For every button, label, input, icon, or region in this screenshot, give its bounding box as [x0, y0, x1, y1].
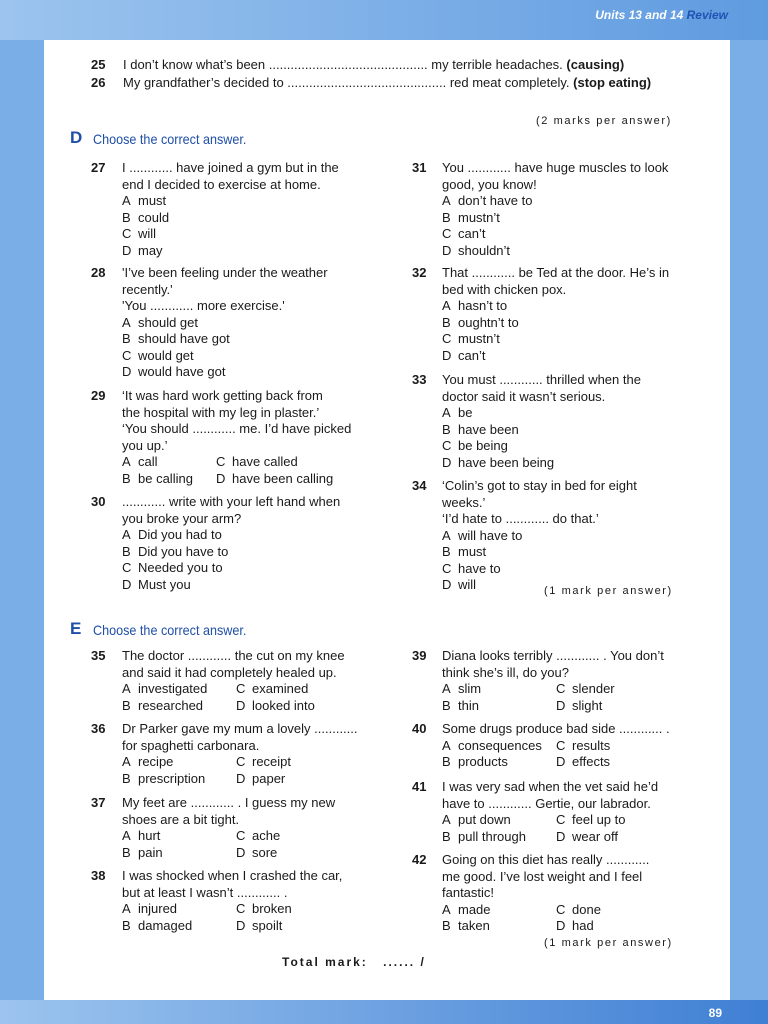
option-a[interactable]: A made [442, 901, 491, 917]
option-d[interactable]: D had [556, 918, 594, 933]
option-c[interactable]: C will [122, 226, 157, 241]
question-number: 38 [91, 868, 106, 883]
option-c[interactable]: C examined [236, 681, 309, 696]
option-d[interactable]: D have been being [442, 454, 555, 470]
option-b[interactable]: B Did you have to [122, 543, 229, 559]
option-c[interactable]: C results [556, 737, 611, 753]
total-mark-blank[interactable]: ...... / [383, 955, 426, 969]
option-d[interactable]: D sore [236, 844, 278, 860]
option-d[interactable]: D slight [556, 697, 603, 713]
option-a[interactable]: A Did you had to [122, 527, 222, 542]
marks-note: (2 marks per answer) [536, 115, 672, 127]
option-b[interactable]: B have been [442, 421, 519, 437]
option-b[interactable]: B oughtn’t to [442, 314, 519, 330]
word-hint: (causing) [566, 57, 625, 72]
question-35: The doctor ............ the cut on my knee and said it had completely healed up. A investigated C examined B researched D looked into [122, 648, 350, 714]
option-a[interactable]: A injured [122, 901, 178, 916]
option-b[interactable]: B could [122, 209, 170, 225]
option-a[interactable]: A slim [442, 681, 482, 696]
marks-note: (1 mark per answer) [544, 585, 673, 597]
question-28: 'I’ve been feeling under the weather recently.' 'You ............ more exercise.' A should get B should have got C would get D would have got [122, 265, 328, 379]
option-b[interactable]: B must [442, 544, 487, 559]
option-d[interactable]: D can’t [442, 347, 486, 363]
option-c[interactable]: C can’t [442, 226, 486, 241]
section-d-title: Choose the correct answer. [93, 131, 247, 147]
question-number: 27 [91, 160, 106, 175]
option-a[interactable]: A call [122, 454, 158, 469]
option-c[interactable]: C slender [556, 681, 615, 696]
question-number: 39 [412, 648, 427, 663]
option-c[interactable]: C ache [236, 828, 281, 843]
question-number: 30 [91, 494, 106, 509]
option-b[interactable]: B pull through [442, 828, 526, 844]
total-mark [282, 955, 426, 969]
option-b[interactable]: B mustn’t [442, 209, 500, 225]
question-38: I was shocked when I crashed the car, but at least I wasn’t ............ . A injured C broken B damaged D spoilt [122, 868, 350, 934]
option-a[interactable]: A hasn’t to [442, 298, 508, 313]
question-number: 29 [91, 388, 106, 403]
question-number: 25 [91, 57, 106, 72]
option-d[interactable]: D spoilt [236, 917, 283, 933]
option-c[interactable]: C have called [216, 454, 298, 469]
option-c[interactable]: C done [556, 901, 601, 917]
header-units: Units 13 and 14 [595, 8, 684, 22]
option-a[interactable]: A be [442, 405, 473, 420]
option-b[interactable]: B taken [442, 918, 490, 933]
question-25: I don’t know what’s been ............................................ my terrible headaches. (causing) [123, 57, 625, 72]
option-b[interactable]: B damaged [122, 917, 193, 933]
question-40: Some drugs produce bad side ............ . A consequences C results B products D effects [442, 721, 670, 769]
option-d[interactable]: D shouldn’t [442, 242, 511, 258]
question-36: Dr Parker gave my mum a lovely ............ for spaghetti carbonara. A recipe C receipt B prescription D paper [122, 721, 358, 786]
question-number: 41 [412, 779, 427, 794]
question-31: You ............ have huge muscles to look good, you know! A don’t have to B mustn’t C can’t D shouldn’t [442, 160, 669, 258]
option-a[interactable]: A consequences [442, 737, 542, 753]
option-c[interactable]: C broken [236, 901, 292, 916]
running-header [595, 8, 728, 22]
bottom-band [0, 1000, 768, 1024]
option-d[interactable]: D would have got [122, 364, 226, 379]
option-c[interactable]: C have to [442, 560, 501, 576]
option-d[interactable]: D looked into [236, 697, 315, 713]
question-number: 34 [412, 478, 427, 493]
option-a[interactable]: A should get [122, 314, 198, 330]
question-number: 28 [91, 265, 106, 280]
question-30: ............ write with your left hand when you broke your arm? A Did you had to B Did you have to C Needed you to D Must you [122, 494, 341, 592]
question-number: 40 [412, 721, 427, 736]
question-27: I ............ have joined a gym but in the end I decided to exercise at home. A must B could C will D may [122, 160, 339, 258]
option-c[interactable]: C mustn’t [442, 331, 500, 346]
option-d[interactable]: D paper [236, 770, 286, 786]
option-b[interactable]: B researched [122, 697, 204, 713]
option-a[interactable]: A must [122, 193, 167, 208]
section-letter-e: E [70, 619, 82, 638]
question-number: 37 [91, 795, 106, 810]
question-42: Going on this diet has really ............ me good. I’ve lost weight and I feel fantastic! A made C done B taken D had [442, 852, 670, 935]
option-a[interactable]: A investigated [122, 681, 208, 696]
option-c[interactable]: C Needed you to [122, 560, 223, 575]
option-b[interactable]: B should have got [122, 331, 230, 346]
word-hint: (stop eating) [573, 75, 652, 90]
header-review: Review [686, 8, 728, 22]
option-d[interactable]: D wear off [556, 828, 619, 844]
option-a[interactable]: A recipe [122, 754, 174, 769]
question-number: 31 [412, 160, 427, 175]
option-a[interactable]: A will have to [442, 527, 523, 543]
option-d[interactable]: D will [442, 577, 477, 592]
question-37: My feet are ............ . I guess my new shoes are a bit tight. A hurt C ache B pain D sore [122, 795, 350, 861]
question-number: 32 [412, 265, 427, 280]
question-number: 36 [91, 721, 106, 736]
option-b[interactable]: B thin [442, 697, 479, 713]
question-number: 35 [91, 648, 106, 663]
question-29: ‘It was hard work getting back from the hospital with my leg in plaster.’ ‘You should ............ me. I’d have picked you up.’ A call C have called B be calling D have been calling [122, 388, 352, 486]
option-c[interactable]: C would get [122, 347, 194, 363]
question-41: I was very sad when the vet said he’d have to ............ Gertie, our labrador. A put down C feel up to B pull through D wear off [442, 779, 670, 845]
option-d[interactable]: D Must you [122, 576, 191, 592]
option-a[interactable]: A don’t have to [442, 193, 533, 208]
option-b[interactable]: B pain [122, 844, 163, 860]
question-34: ‘Colin’s got to stay in bed for eight weeks.’ ‘I’d hate to ............ do that.’ A will have to B must C have to D will [442, 478, 637, 592]
option-a[interactable]: A hurt [122, 828, 161, 843]
total-mark-label: Total mark: [282, 955, 368, 969]
question-39: Diana looks terribly ............ . You don’t think she’s ill, do you? A slim C slender B thin D slight [442, 648, 670, 714]
option-c[interactable]: C be being [442, 438, 508, 453]
option-d[interactable]: D may [122, 242, 163, 258]
question-number: 26 [91, 75, 106, 90]
section-letter-d: D [70, 128, 83, 147]
question-33: You must ............ thrilled when the doctor said it wasn’t serious. A be B have been C be being D have been being [442, 372, 641, 470]
option-c[interactable]: C feel up to [556, 812, 626, 827]
option-b[interactable]: B be calling [122, 470, 193, 486]
marks-note: (1 mark per answer) [544, 937, 673, 949]
question-number: 42 [412, 852, 427, 867]
option-b[interactable]: B prescription [122, 770, 206, 786]
option-d[interactable]: D have been calling [216, 470, 334, 486]
option-c[interactable]: C receipt [236, 754, 292, 769]
option-a[interactable]: A put down [442, 812, 511, 827]
question-32: That ............ be Ted at the door. He’s in bed with chicken pox. A hasn’t to B oughtn’t to C mustn’t D can’t [442, 265, 670, 363]
question-number: 33 [412, 372, 427, 387]
option-d[interactable]: D effects [556, 754, 611, 769]
option-b[interactable]: B products [442, 754, 508, 769]
page-number: 89 [708, 1006, 722, 1020]
question-26: My grandfather’s decided to ............................................ red meat completely. (stop eating) [123, 75, 652, 90]
section-e-title: Choose the correct answer. [93, 622, 247, 638]
